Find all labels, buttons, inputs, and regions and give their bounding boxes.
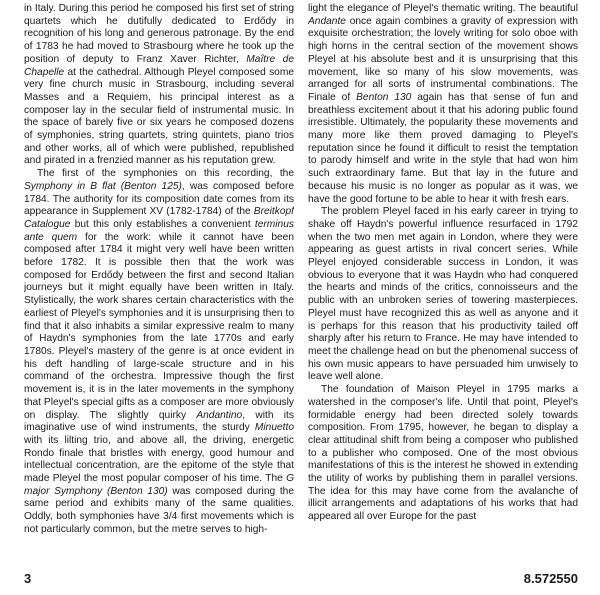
paragraph [308, 3, 578, 206]
text-run: again has that sense of fun and breathless excitement about it that his adoring public found irresistible. Ultimately, the popularity these movements and many more like them proved damaging to Pleyel's reputation since he found it difficult to resist the temptation to parody himself and write in the style that had won him such extraordinary fame. But that lay in the future and because his music is no longer as popular as it was, we have the good fortune to be able to hear it with fresh ears. [308, 91, 578, 205]
text-run: , was composed before 1784. The authority for its composition date comes from its appearance in Supplement XV (1782-1784) of the [24, 180, 294, 218]
text-run: was composed during the same period and exhibits many of the same qualities. Oddly, both symphonies have 3/4 first movements which is not particularly common, but the metre serves to high- [24, 485, 294, 535]
paragraph [24, 3, 294, 168]
text-run: at the cathedral. Although Pleyel composed some very fine church music in Strasbourg, including several Masses and a Requiem, his principal interest as a composer lay in the secular field of instrumental music. In the space of barely five or six years he composed dozens of symphonies, string quartets, string quintets, piano trios and other works, all of which were published, republished and pirated in a frenzied manner as his reputation grew. [24, 66, 294, 167]
italic-term: Maître de Chapelle [24, 53, 294, 78]
italic-term: Breitkopf Catalogue [24, 206, 294, 230]
paragraph: The foundation of Maison Pleyel in 1795 marks a watershed in the composer's life. Until that point, Pleyel's formidable energy had been directed solely towards composition. From 1795, however, he began to display a clear attitudinal shift from being a composer who published to a publisher who composed. One of the most obvious manifestations of this is the interest he showed in extending the utility of works by publishing them in parallel versions. The idea for this may have come from the avalanche of illicit arrangements and adaptations of his works that had appeared all over Europe for the past [308, 384, 578, 523]
text-run: once again combines a gravity of expression with exquisite orchestration; the lovely writing for solo oboe with high horns in the central section of the movement shows Pleyel at his absolute best and it is unsurprising that this movement, like so many of his slow movements, was arranged for all sorts of instrumental combinations. The Finale of [308, 15, 578, 103]
italic-term: Andante [308, 15, 346, 27]
text-run: light the elegance of Pleyel's thematic writing. The beautiful [308, 3, 578, 14]
italic-term: G major Symphony (Benton 130) [24, 473, 294, 497]
text-column-left [24, 3, 294, 565]
italic-term: terminus ante quem [24, 218, 294, 243]
paragraph: The problem Pleyel faced in his early career in trying to shake off Haydn's powerful influence resurfaced in 1792 when the two men met again in London, where they were appearing as guest artists in rival concert series. While Pleyel enjoyed considerable success in London, it was obvious to everyone that it was Haydn who had conquered the hearts and minds of the critics, connoisseurs and the public with an unbroken series of towering masterpieces. Pleyel must have recognized this as well as anyone and it is perhaps for this reason that his productivity tailed off sharply after his return to France. He may have intended to meet the challenge head on but the phenomenal success of his own music appears to have persuaded him unwisely to leave well alone. [308, 206, 578, 383]
catalog-number: 8.572550 [523, 571, 578, 586]
text-run: The first of the symphonies on this recording, the [37, 168, 294, 180]
text-run: in Italy. During this period he composed his first set of string quartets which he dutifully dedicated to Erdődy in recognition of his long and generous patronage. By the end of 1783 he had moved to Strasbourg where he took up the position of deputy to Franz Xaver Richter, [24, 3, 294, 65]
page-number: 3 [24, 571, 32, 586]
italic-term: Andantino [196, 409, 243, 421]
italic-term: Benton 130 [356, 91, 412, 103]
italic-term: Minuetto [254, 422, 294, 434]
text-column-right [308, 3, 578, 565]
text-run: , with its imaginative use of wind instruments, the sturdy [24, 409, 294, 434]
text-run: for the work: while it cannot have been composed after 1784 it might very well have been written before 1782. It is possible then that the work was composed for Erdődy between the first and second Italian journeys but it might equally have been written in Italy. Stylistically, the work shares certain characteristics with the earliest of Pleyel's symphonies and it is unsurprising then to find that it also inhabits a similar expressive realm to many of Haydn's symphonies from the late 1770s and early 1780s. Pleyel's mastery of the genre is at once evident in his deft handling of large-scale structure and in his command of the orchestra. Impressive though the first movement is, it is in the later movements in the symphony that Pleyel's special gifts as a composer are more obviously on display. The slightly quirky [24, 231, 294, 421]
text-run: with its lilting trio, and above all, the driving, energetic Rondo finale that bristles with energy, good humour and intellectual concentration, are the epitome of the style that made Pleyel the most popular composer of his time. The [24, 434, 294, 485]
text-run: but this only establishes a convenient [70, 218, 255, 230]
paragraph [24, 168, 294, 536]
italic-term: Symphony in B flat (Benton 125) [24, 180, 182, 192]
